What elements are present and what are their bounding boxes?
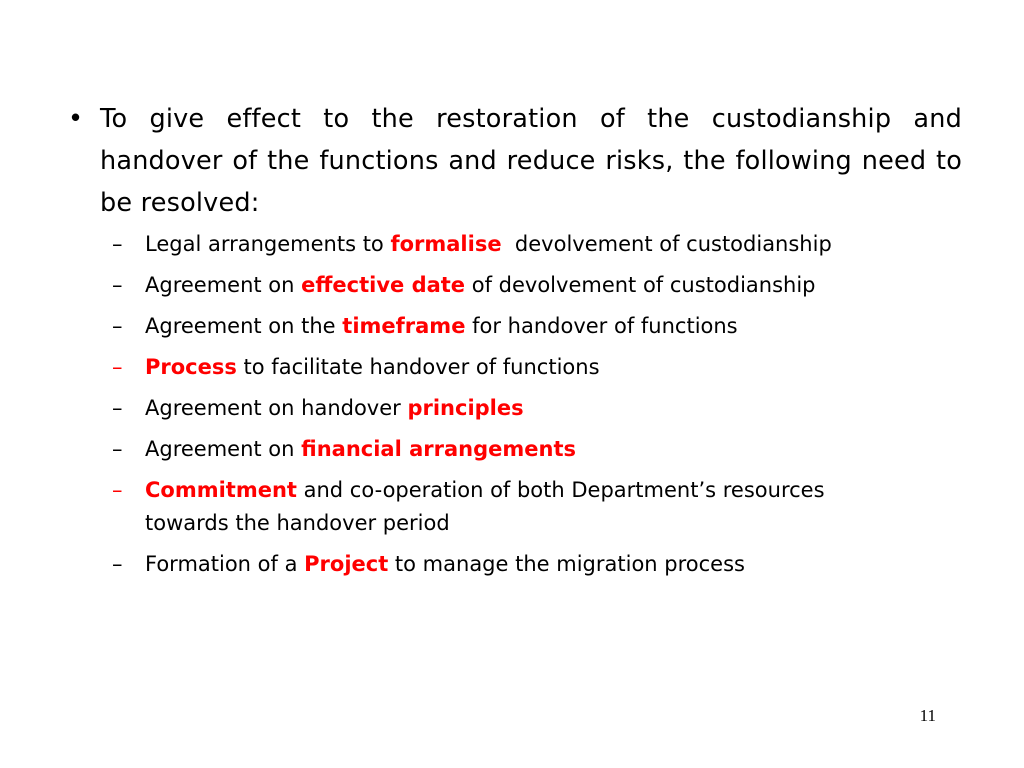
sub-item-text: devolvement of custodianship <box>501 232 832 256</box>
dash-icon: – <box>112 314 123 338</box>
sub-item-highlight: effective date <box>301 273 466 297</box>
sub-item-highlight: Process <box>145 355 237 379</box>
dash-icon: – <box>112 273 123 297</box>
sub-item-financial-arrangements <box>64 433 905 466</box>
sub-item-timeframe <box>64 310 905 343</box>
dash-icon: – <box>112 478 123 502</box>
dash-icon: – <box>112 232 123 256</box>
sub-item-highlight: principles <box>407 396 524 420</box>
page-number: 11 <box>919 706 936 725</box>
sub-item-highlight: Project <box>304 552 389 576</box>
sub-item-highlight: formalise <box>390 232 502 256</box>
sub-item-highlight: financial arrangements <box>301 437 576 461</box>
sub-item-effective-date <box>64 269 905 302</box>
dash-icon: – <box>112 355 123 379</box>
sub-item-highlight: Commitment <box>145 478 297 502</box>
sub-item-list <box>64 228 962 581</box>
dash-icon: – <box>112 437 123 461</box>
sub-item-process <box>64 351 905 384</box>
sub-item-legal-arrangements <box>64 228 905 261</box>
sub-item-commitment <box>64 474 905 540</box>
bullet-icon: • <box>68 104 84 134</box>
sub-item-text: Agreement on the <box>145 314 343 338</box>
sub-item-principles <box>64 392 905 425</box>
main-bullet-text: To give effect to the restoration of the custodianship and handover of the functions and reduce risks, the following need to be resolved: <box>100 104 962 218</box>
sub-item-text: Agreement on handover <box>145 396 408 420</box>
sub-item-project <box>64 548 905 581</box>
sub-item-highlight: timeframe <box>342 314 466 338</box>
main-bullet <box>64 98 962 224</box>
slide-body <box>64 98 962 589</box>
sub-item-text: to facilitate handover of functions <box>236 355 600 379</box>
dash-icon: – <box>112 552 123 576</box>
sub-item-text: of devolvement of custodianship <box>465 273 816 297</box>
sub-item-text: for handover of functions <box>465 314 738 338</box>
sub-item-text: Agreement on <box>145 437 302 461</box>
sub-item-text: Formation of a <box>145 552 305 576</box>
sub-item-text: Agreement on <box>145 273 302 297</box>
sub-item-text: to manage the migration process <box>388 552 745 576</box>
dash-icon: – <box>112 396 123 420</box>
sub-item-text: and co-operation of both Department’s resources towards the handover period <box>145 478 825 535</box>
sub-item-text: Legal arrangements to <box>145 232 391 256</box>
